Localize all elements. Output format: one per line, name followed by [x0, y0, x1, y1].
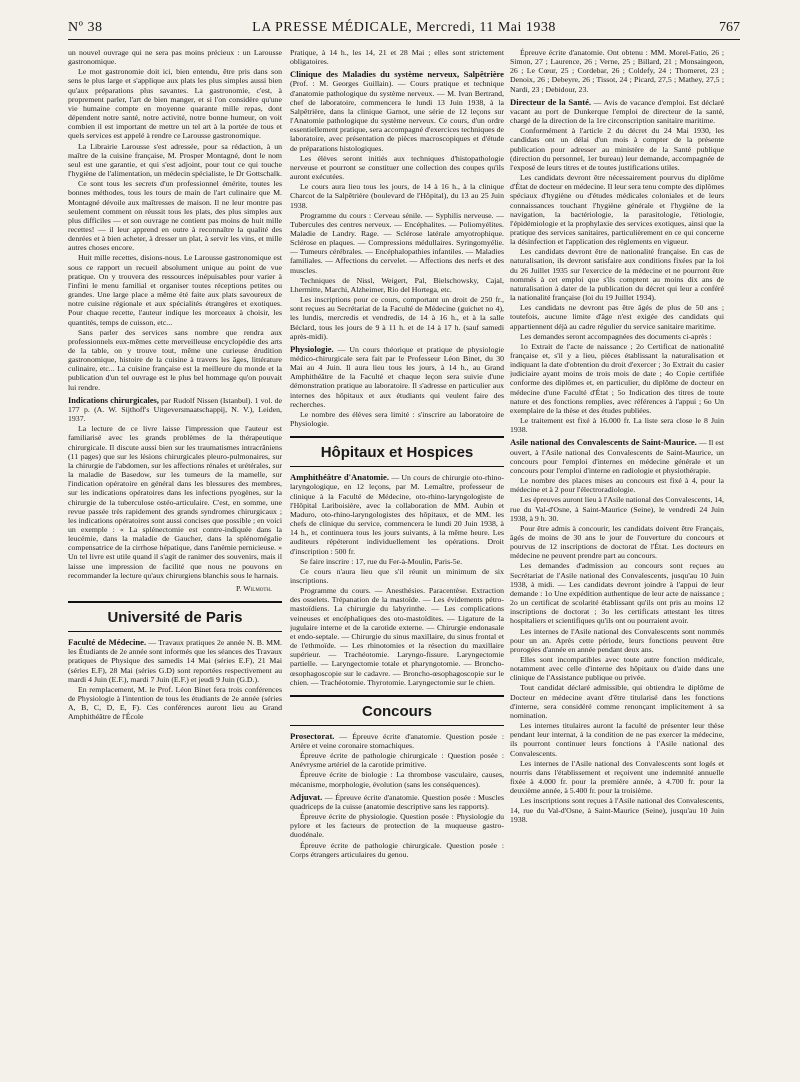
paragraph: La Librairie Larousse s'est adressée, pour sa rédaction, à un maître de la cuisine française, M. Prosper Montagné, dont le nom seul est une garantie, et qui s'est adjoint, pour tout ce qui touche l'hygiène de l'alimentation, un médecin spécialiste, le Dr Gottschalk.	[68, 141, 282, 179]
paragraph: Huit mille recettes, disions-nous. Le Larousse gastronomique est sous ce rapport un recueil absolument unique au point de vue pratique. On y trouvera des ressources inépuisables pour varier à l'infini le menu familial et organiser toutes réceptions petites ou grandes. Une large place a même été faite aux plats savoureux de notre cuisine régionale et aux spécialités étrangères et exotiques. Pour chaque recette, l'auteur indique les morceaux à choisir, les quantités, temps de cuisson, etc...	[68, 253, 282, 327]
paragraph: Épreuve écrite de pathologie chirurgicale : Question posée : Anévrysme artériel de la carotide primitive.	[290, 751, 504, 770]
paragraph: Se faire inscrire : 17, rue du Fer-à-Moulin, Paris-5e.	[300, 556, 463, 566]
paragraph: En remplacement, M. le Prof. Léon Binet fera trois conférences de Physiologie à l'intention de tous les étudiants de 2e année (séries A, B, C, D, E, F). Ces conférences auront lieu au Grand Amphithéâtre de l'École	[68, 684, 282, 722]
entry-title: Directeur de la Santé.	[510, 96, 592, 107]
paragraph: un nouvel ouvrage qui ne sera pas moins précieux : un Larousse gastronomique.	[68, 48, 282, 67]
entry-text: (Prof. : M. Georges Guillain). — Cours pratique et technique d'anatomie pathologique du système nerveux. — M. Ivan Bertrand, chef de laboratoire, commencera le lundi 13 Juin 1938, à la Salpêtrière, dans la clinique Garnot, une série de 12 leçons sur l'Anatomie pathologique du système nerveux. Ce cours, d'un ordre essentiellement pratique, sera accompagné d'exercices techniques de laboratoire, avec présentation de pièces macroscopiques et d'étude de préparations histologiques.	[290, 79, 504, 153]
paragraph: Ce cours n'aura lieu que s'il réunit un minimum de six inscriptions.	[290, 566, 504, 585]
paragraph: Les candidats devront être nécessairement pourvus du diplôme d'État de docteur en médecine. Il leur sera tenu compte des diplômes spéciaux d'hygiène ou d'études médicales coloniales et de leurs connaissances touchant l'hygiène générale et l'hygiène de la navigation, la bactériologie, la parasitologie, l'étiologie, l'épidémiologie et la prophylaxie des services exotiques, ainsi que la pratique des services sanitaires, particulièrement en ce qui concerne la désinfection et l'application des règlements en vigueur.	[510, 173, 724, 247]
page-header	[68, 20, 740, 40]
clinique-entry	[290, 70, 504, 152]
paragraph: Tout candidat déclaré admissible, qui obtiendra le diplôme de Docteur en médecine avant d'être titularisé dans les fonctions d'interne, sera considéré comme renonçant implicitement à sa nomination.	[510, 683, 724, 720]
entry-title: Amphithéâtre d'Anatomie.	[290, 472, 390, 483]
paragraph: Les internes de l'Asile national des Convalescents sont nommés pour un an. Après cette période, leurs fonctions peuvent être prorogées d'année en année pendant deux ans.	[510, 626, 724, 654]
paragraph: Les internes titulaires auront la faculté de présenter leur thèse pendant leur internat, à la condition de ne pas exercer la médecine, ils pourront continuer leurs fonctions à l'Asile national des Convalescents.	[510, 721, 724, 758]
entry-title: Prosectorat.	[290, 730, 335, 741]
paragraph: Les inscriptions pour ce cours, comportant un droit de 250 fr., sont reçues au Secrétariat de la Faculté de Médecine (guichet no 4), les lundis, mercredis et vendredis, de 14 à 16 h., et à la salle Béclard, tous les jours de 9 à 11 h. et de 14 à 17 h. (sauf samedi après-midi).	[290, 295, 504, 341]
book-title: Indications chirurgicales,	[68, 395, 159, 405]
paragraph: Le mot gastronomie doit ici, bien entendu, être pris dans son sens le plus large et s'applique aux plats les plus simples aussi bien qu'aux préparations plus savantes. La gastronomie, c'est, à proprement parler, l'art de bien manger, et si l'on considère qu'une vie humaine compte en moyenne quarante mille repas, dont dépendent notre santé, notre activité, notre bonne humeur, on voit combien il est important de mettre un tel art à la portée de tous et quels services est appelé à rendre ce Larousse gastronomique.	[68, 67, 282, 141]
paragraph: Les demandes seront accompagnées des documents ci-après :	[520, 331, 712, 341]
paragraph: Pratique, à 14 h., les 14, 21 et 28 Mai ; elles sont strictement obligatoires.	[290, 48, 504, 67]
paragraph: Épreuve écrite de pathologie chirurgicale. Question posée : Corps étrangers articulaires du genou.	[290, 840, 504, 859]
paragraph: Le cours aura lieu tous les jours, de 14 à 16 h., à la clinique Charcot de la Salpêtrière (boulevard de l'Hôpital), du 13 au 25 Juin 1938.	[290, 182, 504, 210]
paragraph: Les inscriptions sont reçues à l'Asile national des Convalescents, 14, rue du Val-d'Osne, à Saint-Maurice (Seine), jusqu'au 10 Juin 1938.	[510, 796, 724, 824]
entry-title: Clinique des Maladies du système nerveux, Salpêtrière	[290, 69, 504, 80]
paragraph: 1o Extrait de l'acte de naissance ; 2o Certificat de nationalité française et, s'il y a lieu, pièces établissant la naturalisation et indiquant la date d'obtention du droit d'exercer ; 3o Extrait du casier judiciaire ayant moins de trois mois de date ; 4o Copie certifiée conforme des diplômes et, en particulier, du diplôme de docteur en médecine d'une Faculté d'État ; 5o Indication des titres de toute nature et des fonctions remplies, avec références à l'appui ; 6o Un exemplaire de la thèse et des études publiées.	[510, 341, 724, 415]
section-heading-concours: Concours	[290, 695, 504, 726]
paragraph: Programme du cours. — Anesthésies. Paracentèse. Extraction des osselets. Trépanation de la mastoïde. — Les évidements pétro-mastoïdiens. La chirurgie du labyrinthe. — Les complications veineuses et encéphaliques des oto-mastoïdites. — Ligature de la jugulaire interne et de la carotide externe. — Chirurgie endonasale et endo-septale. — Chirurgie du sinus maxillaire, du sinus frontal et de l'ethmoïde. — Les rhinotomies et la résection du maxillaire supérieur. — Trachéotomie. Laryngo-fissure. Laryngectomie partielle. — Laryngectomie totale et pharyngotomie. — Broncho-œsophagoscopie sur le cadavre. — Broncho-œsophagoscopie sur le chien. — Trachéotomie. Thyrotomie. Laryngectomie sur le chien.	[290, 586, 504, 687]
column-middle	[290, 48, 504, 1066]
column-right	[510, 48, 724, 1066]
entry-text: — Épreuve écrite d'anatomie. Question posée : Muscles quadriceps de la cuisse (anatomie descriptive sans les rapports).	[290, 792, 504, 811]
paragraph: Programme du cours : Cerveau sénile. — Syphilis nerveuse. — Tubercules des centres nerveux. — Encéphalites. — Poliomyélites. Maladie de Landry. Rage. — Sclérose latérale amyotrophique. Sclérose en plaques. — Compressions médullaires. Syringomyélie. — Tumeurs cérébrales. — Encéphalopathies infantiles. — Maladies familiales. — Affections du cervelet. — Affections des nerfs et des muscles.	[290, 210, 504, 275]
paragraph: Épreuve écrite d'anatomie. Ont obtenu : MM. Morel-Fatio, 26 ; Simon, 27 ; Laurence, 26 ; Verne, 25 ; Billard, 21 ; Monsaingeon, 26 ; Le Cœur, 25 ; Cordebar, 26 ; Coldefy, 24 ; Thomeret, 23 ; Denoix, 26 ; Debeyre, 26 ; Tissot, 24 ; Picard, 27,5 ; Mathey, 27,5 ; Nardi, 23 ; Debidour, 23.	[510, 48, 724, 94]
paragraph: Les internes de l'Asile national des Convalescents sont logés et nourris dans l'établissement et reçoivent une indemnité annuelle fixée à 4.000 fr. pour la première année, à 4.700 fr. pour la deuxième année, à 5.400 fr. pour la troisième.	[510, 758, 724, 796]
paragraph: Le nombre des élèves sera limité : s'inscrire au laboratoire de Physiologie.	[290, 409, 504, 429]
paragraph: Épreuve écrite de physiologie. Question posée : Physiologie du pylore et les facteurs de protection de la muqueuse gastro-duodénale.	[290, 812, 504, 840]
entry-text: — Travaux pratiques 2e année N. B. MM. les Étudiants de 2e année sont informés que les séances des Travaux pratiques de Physique des samedis 14 Mai (séries E.F), 21 Mai (séries E.F), 28 Mai (séries G.D) sont reportées respectivement au mardi 4 Juin (E.F.), mardi 7 Juin (E.F.) et jeudi 9 Juin (G.D.).	[68, 638, 282, 684]
entry-text: — Avis de vacance d'emploi. Est déclaré vacant au port de Dunkerque l'emploi de directeur de la santé, chargé de la direction de la 1re circonscription sanitaire maritime.	[510, 97, 724, 126]
paragraph: Les demandes d'admission au concours sont reçues au Secrétariat de l'Asile national des Convalescents, jusqu'au 10 Juin 1938, à midi. — Les candidats devront joindre à l'appui de leur demande : 1o Une expédition authentique de leur acte de naissance ; 2o un certificat de scolarité établissant qu'ils ont pris au moins 12 inscriptions de doctorat ; 3o les certificats attestant les titres hospitaliers et scientifiques qu'ils ont ou pourraient avoir.	[510, 561, 724, 626]
review-signature: P. Wilmoth.	[236, 583, 272, 593]
paragraph: Techniques de Nissl, Weigert, Pal, Bielschowsky, Cajal, Lhermitte, Marchi, Alzheimer, Rio del Hortega, etc.	[290, 275, 504, 294]
paragraph: Le nombre des places mises au concours est fixé à 4, pour la médecine et à 2 pour l'électroradiologie.	[510, 476, 724, 495]
physiologie-entry	[290, 345, 504, 409]
paragraph: Elles sont incompatibles avec toute autre fonction médicale, notamment avec celle d'interne des hôpitaux ou d'aide dans une clinique de l'Assistance publique ou privée.	[510, 655, 724, 683]
entry-text: — Un cours de chirurgie oto-rhino-laryngologique, en 12 leçons, par M. Lemaître, professeur de clinique à la Faculté de Médecine, oto-rhino-laryngologiste de l'Hôpital Lariboisière, avec la collaboration de MM. Aubin et Maduro, oto-rhino-laryngologistes des hôpitaux, et de MM. les chefs de clinique du service, commencera le lundi 20 Juin 1938, à 14 h., et continuera tous les jours suivants, à la même heure. Les auditeurs répéteront individuellement les opérations. Droit d'inscription : 500 fr.	[290, 473, 504, 556]
paragraph: Pour être admis à concourir, les candidats doivent être Français, âgés de moins de 30 ans le jour de l'ouverture du concours et pourvus de 12 inscriptions de doctorat de l'État. Les docteurs en médecine ne peuvent prendre part au concours.	[510, 523, 724, 561]
adjuvat-entry	[290, 793, 504, 811]
book-review-entry	[68, 396, 282, 423]
prosectorat-entry	[290, 732, 504, 750]
directeur-sante-entry	[510, 98, 724, 125]
entry-title: Physiologie.	[290, 343, 334, 354]
paragraph: Les candidats ne devront pas être âgés de plus de 50 ans ; toutefois, aucune limite d'âge n'est exigée des candidats qui appartiennent déjà au cadre régulier du service sanitaire maritime.	[510, 303, 724, 331]
entry-text: — Un cours théorique et pratique de physiologie médico-chirurgicale sera fait par le Professeur Léon Binet, du 30 Mai au 4 Juin. Il aura lieu tous les jours, à 14 h., au Grand Amphithéâtre de la Faculté et chaque leçon sera suivie d'une démonstration pratique au laboratoire. Il s'adresse en particulier aux internes des hôpitaux et aux étudiants qui veulent faire des recherches.	[290, 344, 504, 409]
entry-title: Adjuvat.	[290, 791, 323, 802]
book-reference: par Rudolf Nissen (Istanbul). 1 vol. de 177 p. (A. W. Sijthoff's Uitgeversmaatschappij, N. V.), Leiden, 1937.	[68, 395, 282, 424]
entry-text: — Épreuve écrite d'anatomie. Question posée : Artère et veine coronaire stomachiques.	[290, 731, 504, 750]
paragraph: Le traitement est fixé à 16.000 fr. La liste sera close le 8 Juin 1938.	[510, 416, 724, 435]
amphitheatre-entry	[290, 473, 504, 555]
entry-title: Faculté de Médecine.	[68, 637, 147, 648]
faculte-entry	[68, 638, 282, 684]
paragraph: Sans parler des services sans nombre que rendra aux professionnels eux-mêmes cette merveilleuse encyclopédie des arts de la table, on y trouve tout, même une curieuse érudition gastronomique, histoire de la cuisine à travers les âges, littérature culinaire, etc... La cuisine française est la meilleure du monde et la publication d'un tel ouvrage est le plus bel hommage qu'on pouvait lui rendre.	[68, 327, 282, 392]
entry-title: Asile national des Convalescents de Saint-Maurice.	[510, 437, 697, 448]
journal-title: LA PRESSE MÉDICALE, Mercredi, 11 Mai 1938	[252, 20, 556, 35]
issue-number: Nº 38	[68, 20, 103, 35]
entry-text: — Il est ouvert, à l'Asile national des Convalescents de Saint-Maurice, un concours pour l'emploi d'internes en médecine générale et un concours pour l'emploi d'interne en radiologie et physiothérapie.	[510, 438, 724, 475]
paragraph: Ce sont tous les secrets d'un professionnel émérite, toutes les bonnes méthodes, tous les tours de main de l'art culinaire que M. Montagné dévoile aux maîtresses de maison. Il ne leur montre pas seulement comment on réussit tous les plats, des plus simples aux plus difficiles — et son ouvrage ne contient pas moins de huit mille recettes! — il leur apprend en outre à reconnaître la qualité des denrées et à bien acheter, à dresser un plat, à servir les vins, et mille autres choses encore.	[68, 179, 282, 253]
paragraph: Les candidats devront être de nationalité française. En cas de naturalisation, ils devront satisfaire aux conditions fixées par la loi du 26 Juillet 1935 sur l'exercice de la médecine et ne pourront être nommés à cet emploi que s'ils comptent au moins dix ans de naturalisation à dater de la publication du décret qui leur a conféré la nationalité française (loi du 19 Juillet 1934).	[510, 247, 724, 303]
paragraph: Conformément à l'article 2 du décret du 24 Mai 1930, les candidats ont un délai d'un mois à compter de la présente publication pour adresser au ministère de la Santé publique (direction du personnel, 1er bureau) leur demande, accompagnée de l'exposé de leurs titres et de toutes justifications utiles.	[510, 126, 724, 172]
asile-entry	[510, 438, 724, 475]
section-heading-hopitaux: Hôpitaux et Hospices	[290, 436, 504, 467]
paragraph: Épreuve écrite de biologie : La thrombose vasculaire, causes, mécanisme, morphologie, évolution (sans les conséquences).	[290, 770, 504, 789]
section-heading-universite: Université de Paris	[68, 601, 282, 632]
page-number: 767	[719, 20, 740, 35]
column-left	[68, 48, 282, 1066]
paragraph: Les élèves seront initiés aux techniques d'histopathologie nerveuse et pourront se constituer une collection des coupes qu'ils auront exécutées.	[290, 153, 504, 182]
paragraph: La lecture de ce livre laisse l'impression que l'auteur est familiarisé avec les grands problèmes de la thérapeutique chirurgicale. Il discute aussi bien sur les traumatismes intracrâniens (11 pages) que sur les lésions chirurgicales pleuro-pulmonaires, sur la chirurgie de l'abdomen, sur les affections rénales et urétérales, sur la maladie de Basedow, sur les tumeurs de la mamelle, sur l'indication opératoire en général dans les blessures des membres, sur les indications opératoires dans les infections pyogènes, sur la chirurgie de la tuberculose ostéo-articulaire. C'est, en somme, une revue passée très rapidement des grands syndromes chirurgicaux ; les indications opératoires sont aussi concises que possible ; en voici un exemple : « La splénectomie est contre-indiquée dans la leucémie, dans la maladie de Gaucher, dans la splénomégalie compensatrice de la cirrhose hépatique, dans l'anémie pernicieuse. » Un tel livre est utile quand il s'agit de ranimer des souvenirs, mais il laisse une impression de facilité que nous ne pouvons en recommander la lecture qu'aux chirurgiens blanchis sous le harnais.	[68, 424, 282, 580]
paragraph: Les épreuves auront lieu à l'Asile national des Convalescents, 14, rue du Val-d'Osne, à Saint-Maurice (Seine), le vendredi 24 Juin 1938, à 9 h. 30.	[510, 495, 724, 523]
